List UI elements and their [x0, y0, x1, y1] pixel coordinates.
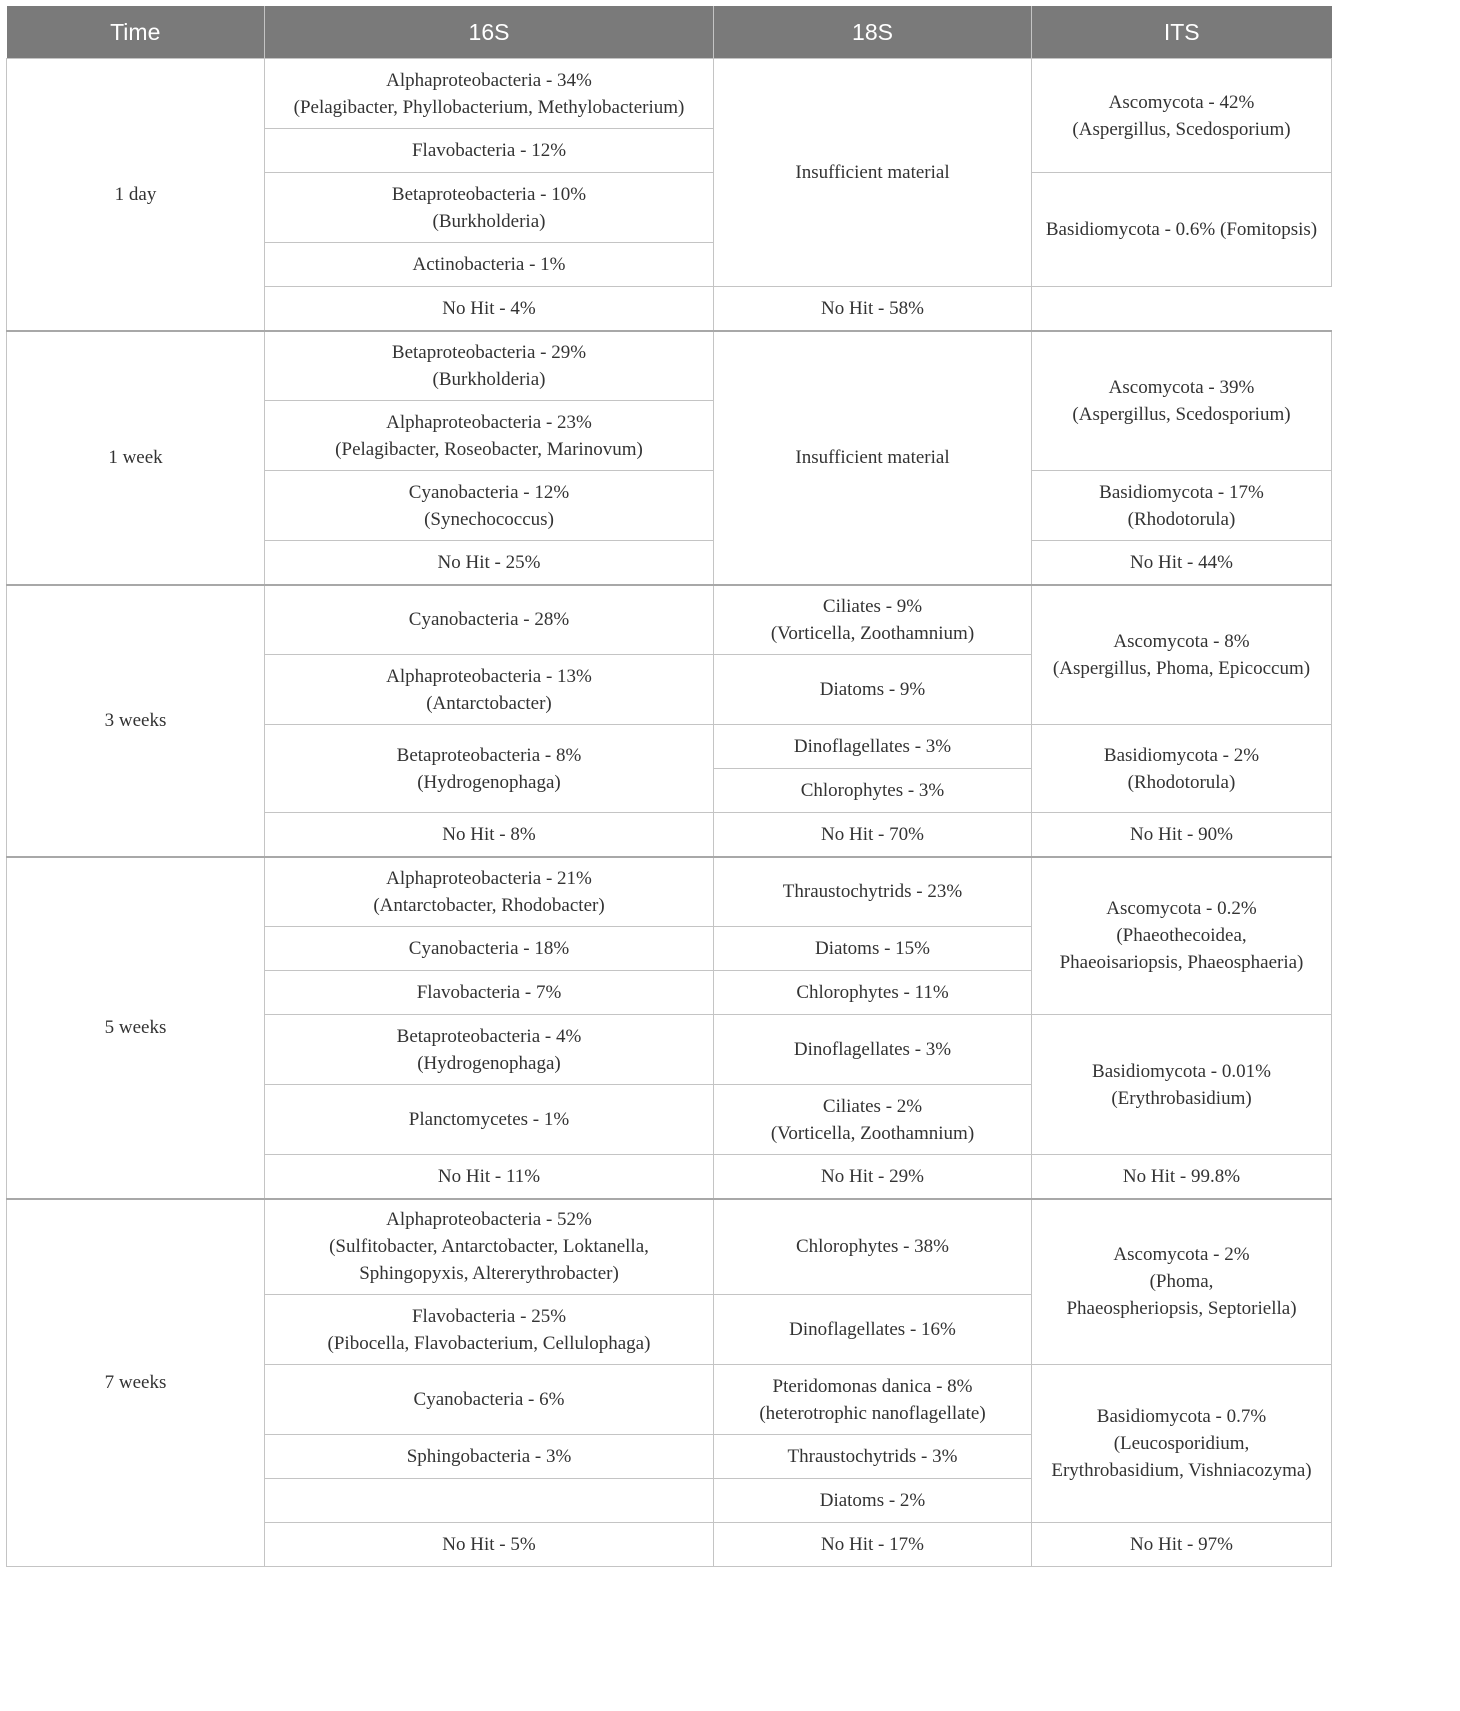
- cell-text-line: No Hit - 29%: [821, 1165, 924, 1187]
- cell-text-line: (Vorticella, Zoothamnium): [770, 622, 975, 644]
- cell-16s: [265, 971, 714, 1015]
- cell-text-line: (Hydrogenophaga): [417, 1052, 561, 1074]
- cell-text-line: Insufficient material: [795, 447, 950, 468]
- cell-text-line: (Aspergillus, Scedosporium): [1072, 403, 1291, 425]
- header-16s: 16S: [265, 6, 714, 59]
- cell-16s: [265, 471, 714, 541]
- cell-text-line: Erythrobasidium, Vishniacozyma): [1051, 1460, 1312, 1481]
- cell-text-line: Basidiomycota - 0.6% (Fomitopsis): [1045, 219, 1318, 240]
- cell-18s: [714, 585, 1032, 655]
- cell-its: [1032, 1365, 1332, 1523]
- table-body: [7, 59, 1332, 1567]
- cell-text-line: (Pibocella, Flavobacterium, Cellulophaga): [327, 1332, 651, 1354]
- cell-18s: [714, 1435, 1032, 1479]
- table-row: [7, 585, 1332, 655]
- cell-text-line: (Burkholderia): [432, 368, 546, 390]
- cell-text-line: (Pelagibacter, Phyllobacterium, Methylobacterium): [293, 96, 685, 118]
- cell-its: [1032, 813, 1332, 857]
- cell-text-line: Diatoms - 2%: [819, 1490, 926, 1511]
- cell-text-line: No Hit - 97%: [1130, 1534, 1233, 1555]
- cell-text-line: No Hit - 4%: [442, 297, 536, 319]
- cell-its: [1032, 1015, 1332, 1155]
- cell-18s: [714, 1479, 1032, 1523]
- cell-text-line: Alphaproteobacteria - 34%: [386, 69, 592, 91]
- cell-its: [1032, 331, 1332, 471]
- cell-text-line: Ascomycota - 8%: [1113, 630, 1250, 652]
- cell-text-line: (Aspergillus, Scedosporium): [1072, 118, 1291, 140]
- cell-its: [1032, 857, 1332, 1015]
- cell-16s: [265, 1199, 714, 1295]
- cell-text-line: Ascomycota - 42%: [1108, 91, 1255, 113]
- cell-text-line: (Vorticella, Zoothamnium): [770, 1122, 975, 1144]
- cell-16s: [265, 541, 714, 585]
- cell-text-line: Chlorophytes - 11%: [796, 982, 949, 1003]
- cell-18s: [714, 813, 1032, 857]
- cell-text-line: Basidiomycota - 0.01%: [1092, 1060, 1271, 1082]
- cell-text-line: Chlorophytes - 38%: [795, 1236, 950, 1258]
- cell-its: [1032, 585, 1332, 725]
- cell-text-line: Basidiomycota - 0.7%: [1096, 1406, 1267, 1427]
- cell-16s: [265, 173, 714, 243]
- cell-16s: [265, 927, 714, 971]
- cell-text-line: Ascomycota - 0.2%: [1106, 898, 1257, 920]
- cell-text-line: No Hit - 8%: [442, 823, 536, 845]
- cell-text-line: Cyanobacteria - 6%: [413, 1389, 565, 1410]
- header-time: Time: [7, 6, 265, 59]
- cell-text-line: Sphingobacteria - 3%: [406, 1446, 572, 1467]
- cell-text-line: Actinobacteria - 1%: [412, 254, 566, 275]
- cell-16s: [265, 1295, 714, 1365]
- cell-its: [1032, 1523, 1332, 1567]
- cell-18s: [714, 769, 1032, 813]
- cell-text-line: Ascomycota - 39%: [1108, 376, 1255, 398]
- cell-its: [1032, 541, 1332, 585]
- cell-text-line: (Rhodotorula): [1127, 508, 1236, 530]
- cell-its: [1032, 725, 1332, 813]
- cell-text-line: (Antarctobacter, Rhodobacter): [373, 894, 605, 916]
- cell-text-line: No Hit - 44%: [1130, 551, 1233, 573]
- cell-text-line: (Hydrogenophaga): [417, 771, 561, 793]
- cell-text-line: Cyanobacteria - 18%: [408, 938, 570, 959]
- cell-text-line: Dinoflagellates - 16%: [789, 1319, 956, 1340]
- cell-text-line: (Burkholderia): [432, 210, 546, 232]
- cell-text-line: (Erythrobasidium): [1111, 1087, 1252, 1109]
- cell-text-line: (Aspergillus, Phoma, Epicoccum): [1052, 657, 1311, 679]
- cell-18s: [714, 1199, 1032, 1295]
- cell-16s: [265, 1365, 714, 1435]
- table-row: [7, 1199, 1332, 1295]
- cell-18s: [714, 59, 1032, 287]
- cell-text-line: No Hit - 11%: [437, 1165, 541, 1187]
- cell-18s: [714, 1155, 1032, 1199]
- cell-text-line: No Hit - 5%: [442, 1534, 536, 1555]
- cell-16s: [265, 655, 714, 725]
- cell-18s: [714, 1523, 1032, 1567]
- cell-16s: [265, 1523, 714, 1567]
- cell-text-line: No Hit - 25%: [437, 551, 541, 573]
- time-cell: 7 weeks: [7, 1199, 265, 1567]
- time-cell: 1 day: [7, 59, 265, 331]
- table-row: [7, 59, 1332, 129]
- cell-16s: [265, 1435, 714, 1479]
- cell-text-line: (Pelagibacter, Roseobacter, Marinovum): [335, 438, 643, 460]
- cell-text-line: Ciliates - 2%: [822, 1095, 923, 1117]
- cell-text-line: No Hit - 17%: [821, 1534, 924, 1555]
- table-row: [7, 331, 1332, 401]
- cell-16s: [265, 331, 714, 401]
- cell-16s: [265, 725, 714, 813]
- cell-text-line: Betaproteobacteria - 4%: [396, 1025, 582, 1047]
- cell-text-line: Betaproteobacteria - 10%: [391, 183, 587, 205]
- cell-text-line: Basidiomycota - 17%: [1099, 481, 1264, 503]
- cell-text-line: Phaeospheriopsis, Septoriella): [1066, 1298, 1297, 1320]
- cell-16s: [265, 813, 714, 857]
- cell-text-line: No Hit - 90%: [1130, 823, 1233, 845]
- cell-16s: [265, 243, 714, 287]
- cell-18s: [714, 1015, 1032, 1085]
- cell-text-line: Flavobacteria - 12%: [411, 140, 567, 161]
- cell-text-line: (Sulfitobacter, Antarctobacter, Loktanella,: [329, 1236, 649, 1258]
- cell-text-line: (Synechococcus): [424, 508, 554, 530]
- cell-16s: [265, 585, 714, 655]
- cell-text-line: Alphaproteobacteria - 21%: [386, 867, 592, 889]
- cell-its: [714, 287, 1032, 331]
- cell-text-line: (Leucosporidium,: [1113, 1433, 1250, 1454]
- cell-text-line: Chlorophytes - 3%: [800, 780, 945, 801]
- cell-16s: [265, 59, 714, 129]
- cell-text-line: No Hit - 70%: [821, 823, 924, 845]
- cell-text-line: Alphaproteobacteria - 13%: [386, 665, 592, 687]
- header-18s: 18S: [714, 6, 1032, 59]
- cell-16s: [265, 287, 714, 331]
- cell-text-line: Thraustochytrids - 23%: [782, 881, 963, 903]
- cell-16s: [265, 1015, 714, 1085]
- cell-text-line: (heterotrophic nanoflagellate): [759, 1402, 986, 1424]
- cell-text-line: No Hit - 99.8%: [1122, 1165, 1241, 1187]
- time-cell: 3 weeks: [7, 585, 265, 857]
- cell-text-line: Planctomycetes - 1%: [408, 1109, 570, 1130]
- cell-text-line: (Antarctobacter): [426, 692, 552, 714]
- cell-text-line: Betaproteobacteria - 8%: [396, 744, 582, 766]
- cell-16s: [265, 857, 714, 927]
- cell-text-line: Flavobacteria - 25%: [411, 1305, 567, 1327]
- cell-text-line: Diatoms - 15%: [814, 938, 931, 959]
- cell-18s: [714, 331, 1032, 585]
- header-row: [7, 6, 1332, 59]
- cell-text-line: Dinoflagellates - 3%: [793, 736, 952, 757]
- cell-text-line: (Phaeothecoidea,: [1116, 925, 1247, 947]
- cell-text-line: (Phoma,: [1149, 1271, 1214, 1293]
- cell-text-line: Basidiomycota - 2%: [1103, 744, 1260, 766]
- cell-its: [1032, 173, 1332, 287]
- cell-text-line: Flavobacteria - 7%: [416, 982, 562, 1003]
- cell-its: [1032, 471, 1332, 541]
- cell-18s: [714, 725, 1032, 769]
- cell-16s: [265, 1155, 714, 1199]
- cell-text-line: Pteridomonas danica - 8%: [772, 1375, 973, 1397]
- cell-18s: [714, 971, 1032, 1015]
- cell-text-line: Thraustochytrids - 3%: [787, 1446, 958, 1467]
- cell-text-line: Alphaproteobacteria - 23%: [386, 411, 592, 433]
- table-row: [7, 857, 1332, 927]
- cell-text-line: Ascomycota - 2%: [1113, 1244, 1250, 1266]
- cell-16s: [265, 129, 714, 173]
- cell-text-line: No Hit - 58%: [821, 297, 924, 319]
- cell-text-line: Diatoms - 9%: [819, 679, 926, 700]
- cell-text-line: Cyanobacteria - 28%: [408, 609, 570, 631]
- cell-text-line: (Rhodotorula): [1127, 771, 1236, 793]
- cell-its: [1032, 1155, 1332, 1199]
- cell-18s: [714, 655, 1032, 725]
- header-its: ITS: [1032, 6, 1332, 59]
- cell-text-line: Insufficient material: [795, 162, 950, 183]
- cell-16s: [265, 401, 714, 471]
- cell-text-line: Dinoflagellates - 3%: [793, 1039, 952, 1060]
- cell-its: [1032, 59, 1332, 173]
- cell-18s: [714, 1365, 1032, 1435]
- cell-text-line: Betaproteobacteria - 29%: [391, 341, 587, 363]
- results-table: [6, 6, 1332, 1567]
- table-container: [6, 6, 1332, 1567]
- cell-18s: [714, 927, 1032, 971]
- time-cell: 1 week: [7, 331, 265, 585]
- time-cell: 5 weeks: [7, 857, 265, 1199]
- cell-text-line: Phaeoisariopsis, Phaeosphaeria): [1059, 952, 1304, 974]
- cell-16s: [265, 1085, 714, 1155]
- cell-18s: [714, 1295, 1032, 1365]
- cell-its: [1032, 1199, 1332, 1365]
- cell-text-line: Sphingopyxis, Altererythrobacter): [359, 1263, 619, 1285]
- cell-text-line: Ciliates - 9%: [822, 595, 923, 617]
- cell-16s: [265, 1479, 714, 1523]
- cell-text-line: Alphaproteobacteria - 52%: [386, 1209, 592, 1231]
- cell-18s: [714, 1085, 1032, 1155]
- cell-18s: [714, 857, 1032, 927]
- cell-text-line: Cyanobacteria - 12%: [408, 481, 570, 503]
